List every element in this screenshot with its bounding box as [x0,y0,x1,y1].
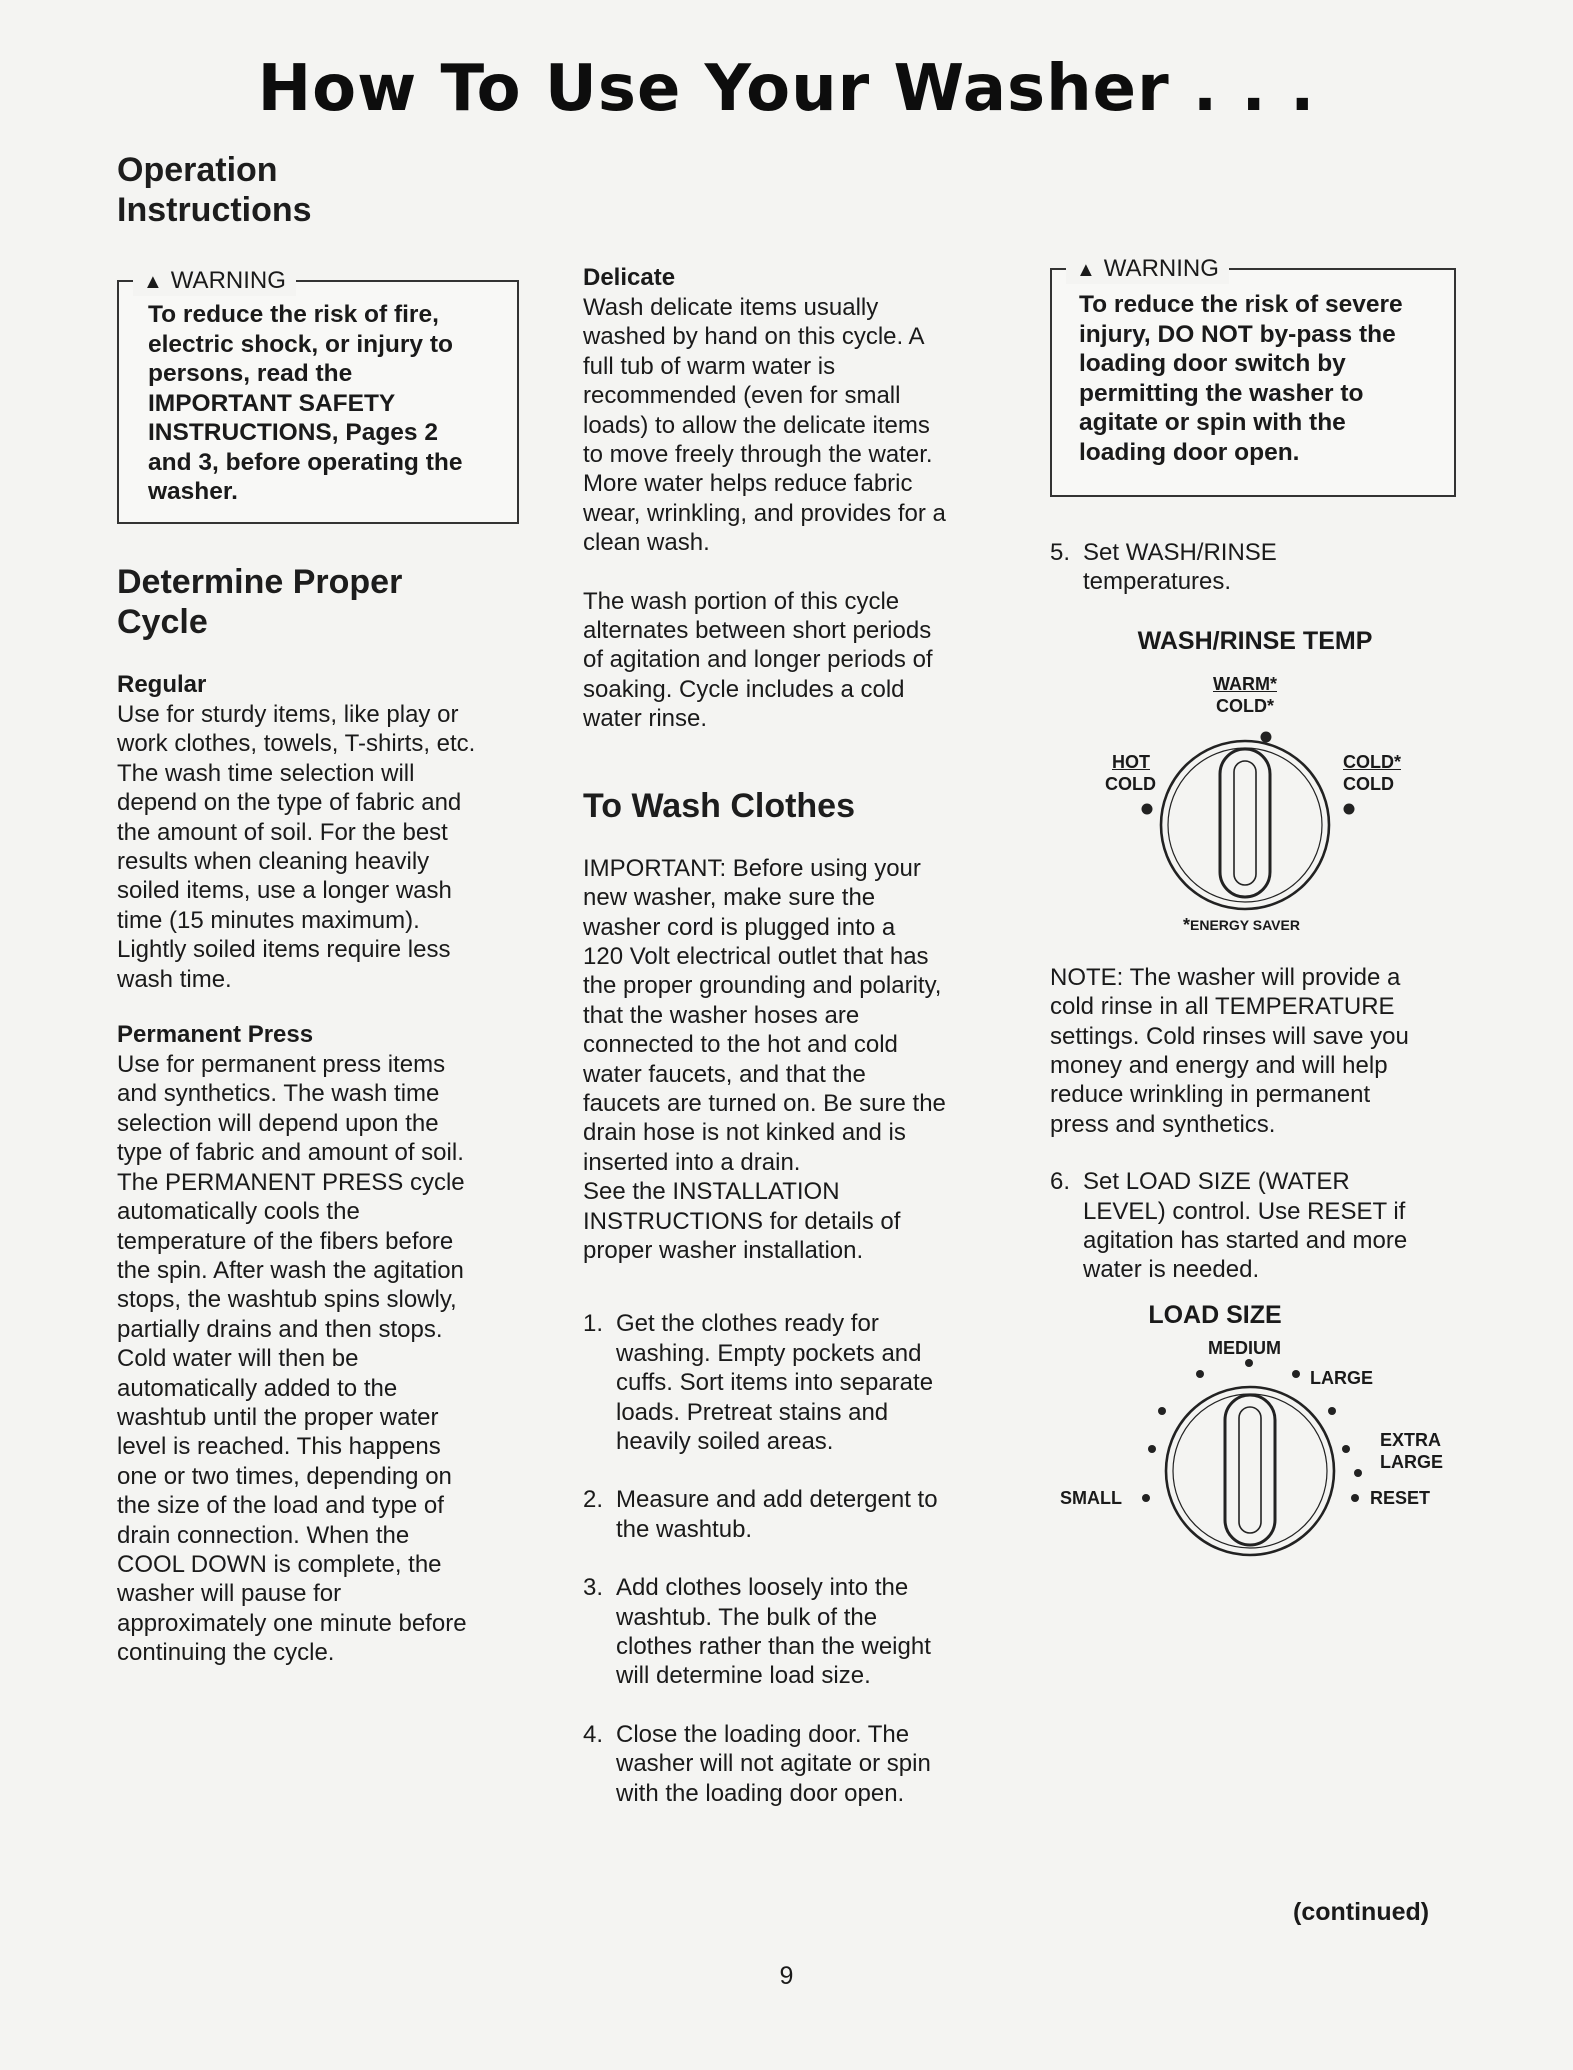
temp-top-wash: WARM* [1213,673,1277,694]
temp-step [1050,538,1460,597]
column-left [117,150,527,1668]
dial-title: WASH/RINSE TEMP [1137,626,1373,655]
warning-label: ▲ WARNING [133,267,296,296]
list-item: 5. Set WASH/RINSE temperatures. [1050,539,1277,596]
list-item: 4. Close the loading door. The washer will not agitate or spin with the loading door open. [583,1720,931,1807]
warning-box-fire [117,267,519,524]
note-text: NOTE: The washer will provide a cold rinse in all TEMPERATURE settings. Cold rinses will save you money and energy and will help reduce wrinkling in permanent press and synthetics. [1050,963,1409,1138]
column-right [1050,255,1460,1611]
continued-label: (continued) [1293,1898,1430,1926]
list-item: 3. Add clothes loosely into the washtub. The bulk of the clothes rather than the weight will determine load size. [583,1574,931,1690]
temp-top-rinse: COLD* [1216,695,1274,716]
temp-right-rinse: COLD [1343,773,1394,794]
operation-heading-line2: Instructions [117,191,312,229]
load-size-dial [1050,1301,1460,1611]
list-item: 2. Measure and add detergent to the washtub. [583,1486,938,1543]
operation-heading-line1: Operation [117,151,278,189]
page-title: How To Use Your Washer . . . [257,52,1316,126]
load-extra-label: EXTRA [1380,1429,1442,1450]
important-text: IMPORTANT: Before using your new washer, make sure the washer cord is plugged into a 120 Volt electrical outlet that has the proper grounding and polarity, that the washer hoses are connected to the hot and cold water faucets, and that the faucets are turned on. Be sure the drain hose is not kinked and is inserted into a drain. See the INSTALLATION INSTRUCTIONS for details of proper washer installation. [583,854,946,1264]
dial-title: LOAD SIZE [1148,1300,1282,1329]
load-knob [1050,1301,1460,1611]
wash-rinse-temp-dial [1050,615,1460,945]
temp-left-wash: HOT [1112,751,1150,772]
warning-text: To reduce the risk of fire, electric shock, or injury to persons, read the IMPORTANT SAFETY INSTRUCTIONS, Pages 2 and 3, before operating the washer. [148,301,463,505]
permanent-press-text: Use for permanent press items and synthetics. The wash time selection will depend upon the type of fabric and amount of soil. The PERMANENT PRESS cycle automatically cools the temperature of the fibers before the spin. After wash the agitation stops, the washtub spins slowly, partially drains and then stops. Cold water will then be automatically added to the washtub until the proper water level is reached. This happens one or two times, depending on the size of the load and type of drain connection. When the COOL DOWN is complete, the washer will pause for approximately one minute before continuing the cycle. [117,1051,467,1667]
regular-heading: Regular [117,671,207,698]
energy-saver-note: *ENERGY SAVER [1183,914,1300,935]
permanent-press-heading: Permanent Press [117,1021,314,1049]
warning-box-door [1050,255,1456,497]
warning-triangle-icon: ▲ [1076,259,1096,281]
load-medium-label: MEDIUM [1208,1337,1281,1358]
delicate-text-1: Wash delicate items usually washed by hand on this cycle. A full tub of warm water is recommended (even for small loads) to allow the delicate items to move freely through the water. More water helps reduce fabric wear, wrinkling, and provides for a clean wash. [583,294,946,557]
column-middle [583,263,1003,1808]
list-item: 6. Set LOAD SIZE (WATER LEVEL) control. Use RESET if agitation has started and more water is needed. [1050,1168,1408,1284]
load-small-label: SMALL [1060,1487,1122,1508]
temp-right-wash: COLD* [1343,751,1401,772]
page-number: 9 [779,1962,794,1990]
list-item: 1. Get the clothes ready for washing. Empty pockets and cuffs. Sort items into separate loads. Pretreat stains and heavily soiled areas. [583,1310,934,1455]
regular-text: Use for sturdy items, like play or work clothes, towels, T-shirts, etc. The wash time selection will depend on the type of fabric and the amount of soil. For the best results when cleaning heavily soiled items, use a longer wash time (15 minutes maximum). Lightly soiled items require less wash time. [117,701,476,993]
delicate-heading: Delicate [583,264,676,291]
temp-left-rinse: COLD [1105,773,1156,794]
delicate-text-2: The wash portion of this cycle alternates between short periods of agitation and longer periods of soaking. Cycle includes a cold water rinse. [583,587,933,733]
wash-steps-list [583,1309,1003,1808]
warning-text: To reduce the risk of severe injury, DO NOT by-pass the loading door switch by permitting the washer to agitate or spin with the loading door open. [1079,291,1403,466]
warning-triangle-icon: ▲ [143,271,163,293]
temp-knob [1050,615,1460,945]
load-size-step [1050,1167,1460,1285]
load-extra-large-label: LARGE [1380,1451,1443,1472]
to-wash-clothes-heading: To Wash Clothes [583,786,855,825]
determine-cycle-heading: Determine Proper Cycle [117,563,403,641]
load-large-label: LARGE [1310,1367,1373,1388]
warning-label: ▲ WARNING [1066,255,1229,284]
operation-heading [117,150,527,230]
load-reset-label: RESET [1370,1487,1431,1508]
